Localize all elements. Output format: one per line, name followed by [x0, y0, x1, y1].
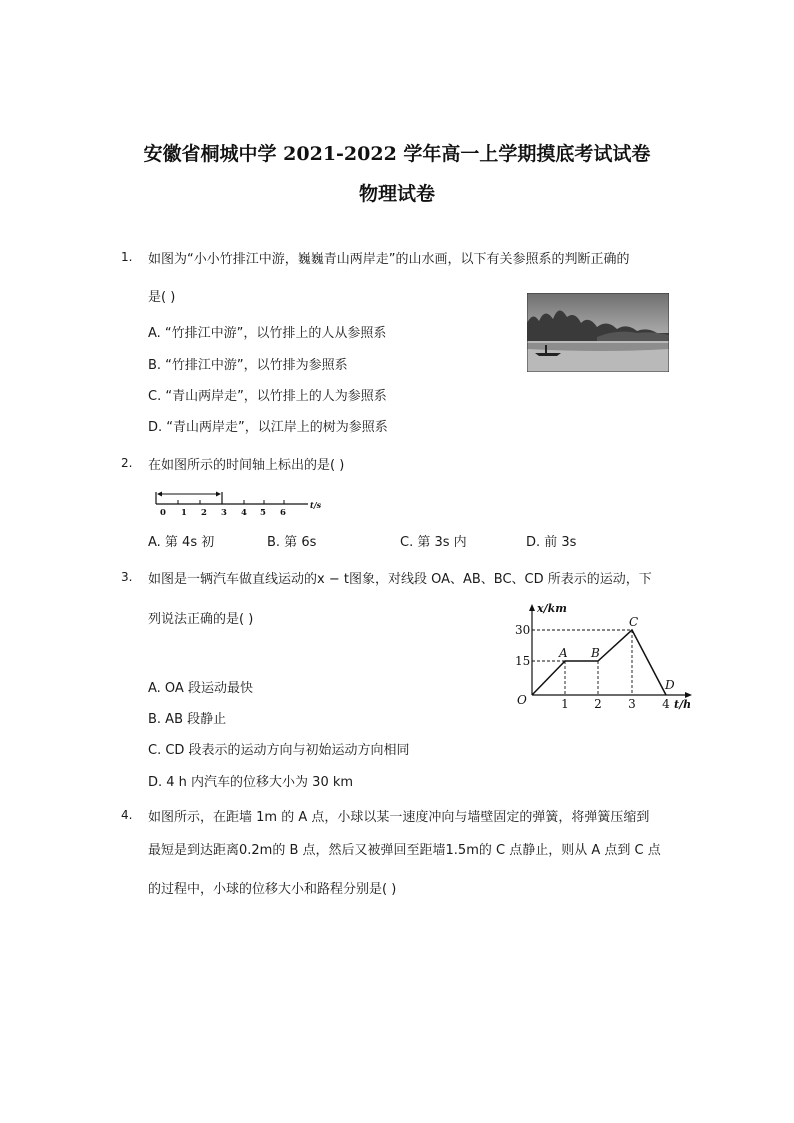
time-axis-tick-1: 1 [181, 508, 187, 518]
question-2-option-a: A. 第 4s 初 [148, 535, 215, 550]
xt-graph-origin-label: O [517, 693, 527, 707]
question-1-stem: 如图为“小小竹排江中游，巍巍青山两岸走”的山水画，以下有关参照系的判断正确的 [148, 252, 630, 267]
question-1-number: 1. [121, 250, 133, 264]
question-3-option-c: C. CD 段表示的运动方向与初始运动方向相同 [148, 743, 410, 758]
question-3-stem-line2: 列说法正确的是( ) [148, 612, 254, 627]
question-2-option-b: B. 第 6s [267, 535, 317, 550]
xt-graph-x-label: t/h [674, 698, 692, 711]
question-1-stem-line2: 是( ) [148, 290, 176, 305]
question-1-option-d: D. “青山两岸走”，以江岸上的树为参照系 [148, 420, 388, 435]
question-1-option-b: B. “竹排江中游”，以竹排为参照系 [148, 358, 348, 373]
question-3-stem: 如图是一辆汽车做直线运动的x − t图象，对线段 OA、AB、BC、CD 所表示的运动，下 [148, 572, 652, 587]
xt-graph-x-tick-3: 3 [628, 697, 636, 711]
xt-graph-point-a-label: A [559, 646, 568, 660]
question-4-number: 4. [121, 808, 133, 822]
question-1-option-a: A. “竹排江中游”，以竹排上的人从参照系 [148, 326, 387, 341]
time-axis-label: t/s [310, 500, 322, 510]
time-axis-figure [150, 486, 340, 518]
xt-graph-point-b-label: B [591, 646, 600, 660]
question-2-option-d: D. 前 3s [526, 535, 577, 550]
time-axis-tick-0: 0 [160, 508, 166, 518]
time-axis-tick-2: 2 [201, 508, 207, 518]
time-axis-tick-5: 5 [260, 508, 266, 518]
xt-graph-point-c-label: C [629, 615, 639, 629]
question-4-stem-line2: 最短是到达距离0.2m的 B 点，然后又被弹回至距墙1.5m的 C 点静止，则从 A 点到 C 点 [148, 843, 661, 858]
time-axis-tick-4: 4 [241, 508, 247, 518]
question-3-option-a: A. OA 段运动最快 [148, 681, 253, 696]
question-3-option-b: B. AB 段静止 [148, 712, 227, 727]
question-4-stem-line3: 的过程中，小球的位移大小和路程分别是( ) [148, 882, 397, 897]
xt-graph-x-tick-2: 2 [594, 697, 602, 711]
xt-graph-x-tick-1: 1 [561, 697, 569, 711]
question-1-option-c: C. “青山两岸走”，以竹排上的人为参照系 [148, 389, 387, 404]
xt-graph-y-label: x/km [537, 602, 567, 615]
question-3-option-d: D. 4 h 内汽车的位移大小为 30 km [148, 775, 354, 790]
landscape-painting-image [527, 293, 669, 372]
time-axis-tick-6: 6 [280, 508, 286, 518]
xt-graph-y-tick-15: 15 [515, 654, 531, 668]
xt-graph-figure [510, 600, 696, 712]
question-2-stem: 在如图所示的时间轴上标出的是( ) [148, 458, 345, 473]
xt-graph-x-tick-4: 4 [662, 697, 670, 711]
question-2-number: 2. [121, 456, 133, 470]
paper-title: 安徽省桐城中学 2021-2022 学年高一上学期摸底考试试卷 [143, 143, 651, 165]
xt-graph-point-d-label: D [665, 678, 675, 692]
question-4-stem: 如图所示，在距墙 1m 的 A 点，小球以某一速度冲向与墙壁固定的弹簧，将弹簧压缩到 [148, 810, 650, 825]
paper-subtitle: 物理试卷 [358, 183, 435, 205]
xt-graph-y-tick-30: 30 [515, 623, 531, 637]
question-2-option-c: C. 第 3s 内 [400, 535, 467, 550]
question-3-number: 3. [121, 570, 133, 584]
time-axis-tick-3: 3 [221, 508, 227, 518]
